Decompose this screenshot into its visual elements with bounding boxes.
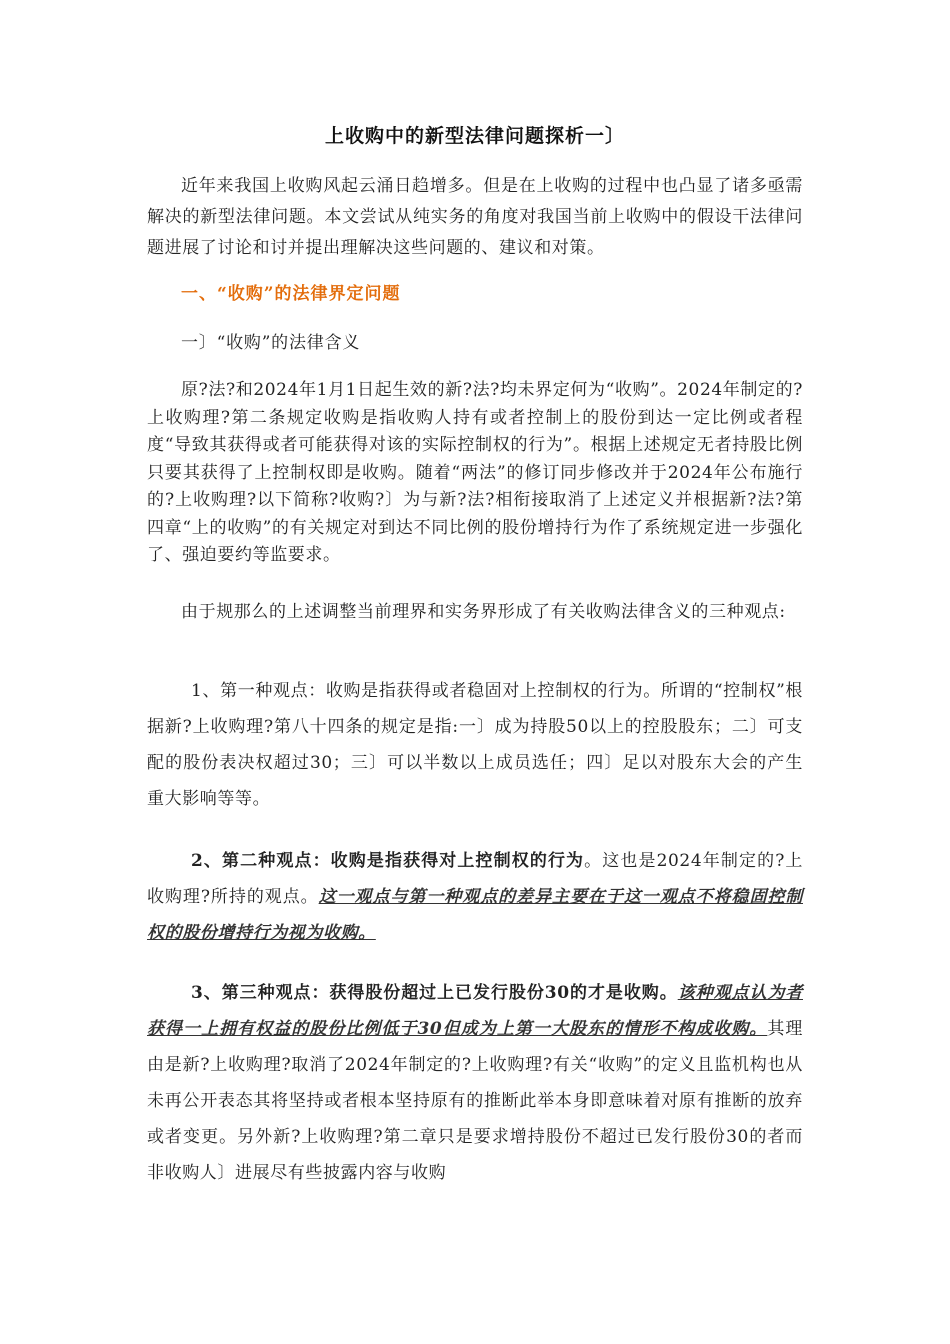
- view-2-claim: 2、第二种观点：收购是指获得对上控制权的行为: [191, 851, 585, 871]
- subsection-heading: 一〕“收购”的法律含义: [181, 333, 361, 353]
- view-3-note: 其理由是新?上收购理?取消了2024年制定的?上收购理?有关“收购”的定义且监机构也从未再公开表态其将坚持或者根本坚持原有的推断此举本身即意味着对原有推断的放弃或者变更。另外新?上收购理?第二章只是要求增持股份不超过已发行股份30的者而非收购人〕进展尽有些披露内容与收购: [147, 1019, 804, 1183]
- view-2-emphasis: 这一观点与第一种观点的差异主要在于这一观点不将稳固控制权的股份增持行为视为收购。: [147, 887, 803, 943]
- body-paragraph-1: 原?法?和2024年1月1日起生效的新?法?均未界定何为“收购”。2024年制定的?上收购理?第二条规定收购是指收购人持有或者控制上的股份到达一定比例或者程度“导致其获得或者可能获得对该的实际控制权的行为”。根据上述规定无者持股比例只要其获得了上控制权即是收购。随着“两法”的修订同步修改并于2024年公布施行的?上收购理?以下简称?收购?〕为与新?法?相衔接取消了上述定义并根据新?法?第四章“上的收购”的有关规定对到达不同比例的股份增持行为作了系统规定进一步强化了、强迫要约等监要求。: [147, 380, 803, 565]
- intro-paragraph: 近年来我国上收购风起云涌日趋增多。但是在上收购的过程中也凸显了诸多亟需解决的新型法律问题。本文尝试从纯实务的角度对我国当前上收购中的假设干法律问题进展了讨论和讨并提出理解决这些问题的、建议和对策。: [147, 176, 803, 258]
- view-1-paragraph: 1、第一种观点：收购是指获得或者稳固对上控制权的行为。所谓的“控制权”根据新?上收购理?第八十四条的规定是指:一〕成为持股50以上的控股股东；二〕可支配的股份表决权超过30；三〕可以半数以上成员选任；四〕足以对股东大会的产生重大影响等等。: [147, 681, 803, 809]
- document-title: 上收购中的新型法律问题探析一〕: [324, 125, 625, 147]
- view-3-claim: 3、第三种观点：获得股份超过上已发行股份30的才是收购。: [191, 983, 678, 1003]
- view-3-paragraph: [147, 975, 803, 1191]
- view-3-emphasis: 该种观点认为者获得一上拥有权益的股份比例低于30但成为上第一大股东的情形不构成收购。: [147, 983, 803, 1039]
- view-2-note: 。这也是2024年制定的?上收购理?所持的观点。: [147, 851, 804, 907]
- view-2-paragraph: [147, 843, 803, 951]
- section-heading: 一、“收购”的法律界定问题: [181, 284, 401, 304]
- body-paragraph-2: 由于规那么的上述调整当前理界和实务界形成了有关收购法律含义的三种观点:: [181, 602, 786, 622]
